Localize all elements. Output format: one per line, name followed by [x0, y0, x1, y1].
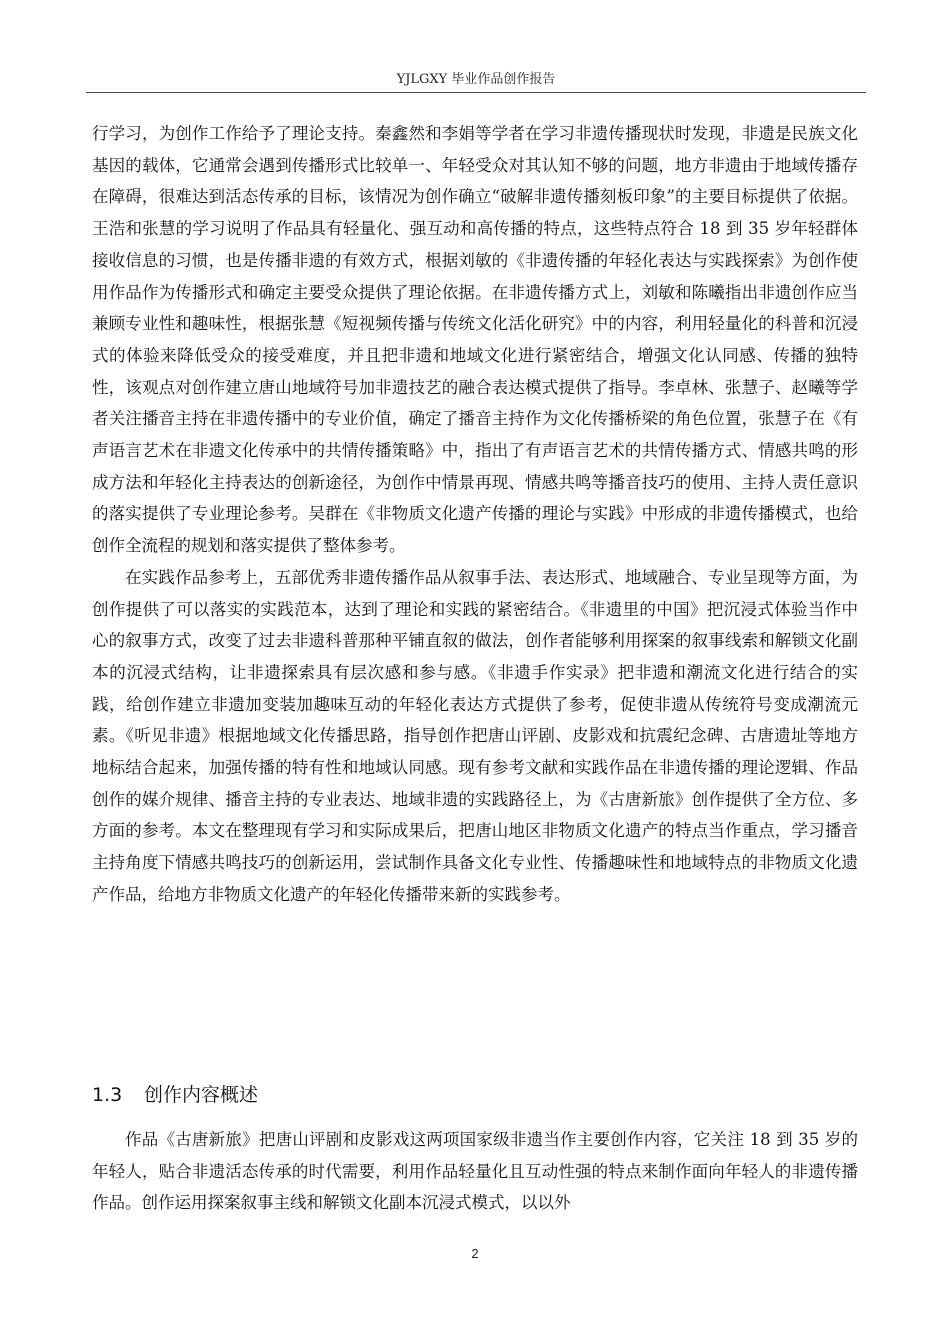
section-title: 创作内容概述 — [144, 1084, 259, 1106]
paragraph-continued: 行学习，为创作工作给予了理论支持。秦鑫然和李娟等学者在学习非遗传播现状时发现，非遗是民族文化基因的载体，它通常会遇到传播形式比较单一、年轻受众对其认知不够的问题，地方非遗由于地域传播存在障碍，很难达到活态传承的目标，该情况为创作确立“破解非遗传播刻板印象”的主要目标提供了依据。王浩和张慧的学习说明了作品具有轻量化、强互动和高传播的特点，这些特点符合 18 到 35 岁年轻群体接收信息的习惯，也是传播非遗的有效方式，根据刘敏的《非遗传播的年轻化表达与实践探索》为创作使用作品作为传播形式和确定主要受众提供了理论依据。在非遗传播方式上，刘敏和陈曦指出非遗创作应当兼顾专业性和趣味性，根据张慧《短视频传播与传统文化活化研究》中的内容，利用轻量化的科普和沉浸式的体验来降低受众的接受难度，并且把非遗和地域文化进行紧密结合，增强文化认同感、传播的独特性，该观点对创作建立唐山地域符号加非遗技艺的融合表达模式提供了指导。李卓林、张慧子、赵曦等学者关注播音主持在非遗传播中的专业价值，确定了播音主持作为文化传播桥梁的角色位置，张慧子在《有声语言艺术在非遗文化传承中的共情传播策略》中，指出了有声语言艺术的共情传播方式、情感共鸣的形成方法和年轻化主持表达的创新途径，为创作中情景再现、情感共鸣等播音技巧的使用、主持人责任意识的落实提供了专业理论参考。吴群在《非物质文化遗产传播的理论与实践》中形成的非遗传播模式，也给创作全流程的规划和落实提供了整体参考。 — [92, 124, 858, 556]
section-body — [92, 1124, 858, 1219]
page-header: YJLGXY 毕业作品创作报告 — [396, 72, 556, 87]
header-divider — [86, 92, 866, 93]
paragraph-content-overview: 作品《古唐新旅》把唐山评剧和皮影戏这两项国家级非遗当作主要创作内容，它关注 18 到 35 岁的年轻人，贴合非遗活态传承的时代需要，利用作品轻量化且互动性强的特点来制作面向年轻人的非遗传播作品。创作运用探案叙事主线和解锁文化副本沉浸式模式，以以外 — [92, 1130, 858, 1213]
body-text — [92, 118, 858, 911]
paragraph-practice-references: 在实践作品参考上，五部优秀非遗传播作品从叙事手法、表达形式、地域融合、专业呈现等方面，为创作提供了可以落实的实践范本，达到了理论和实践的紧密结合。《非遗里的中国》把沉浸式体验当作中心的叙事方式，改变了过去非遗科普那种平铺直叙的做法，创作者能够利用探案的叙事线索和解锁文化副本的沉浸式结构，让非遗探索具有层次感和参与感。《非遗手作实录》把非遗和潮流文化进行结合的实践，给创作建立非遗加变装加趣味互动的年轻化表达方式提供了参考，促使非遗从传统符号变成潮流元素。《听见非遗》根据地域文化传播思路，指导创作把唐山评剧、皮影戏和抗震纪念碑、古唐遗址等地方地标结合起来，加强传播的特有性和地域认同感。现有参考文献和实践作品在非遗传播的理论逻辑、作品创作的媒介规律、播音主持的专业表达、地域非遗的实践路径上，为《古唐新旅》创作提供了全方位、多方面的参考。本文在整理现有学习和实际成果后，把唐山地区非物质文化遗产的特点当作重点，学习播音主持角度下情感共鸣技巧的创新运用，尝试制作具备文化专业性、传播趣味性和地域特点的非物质文化遗产作品，给地方非物质文化遗产的年轻化传播带来新的实践参考。 — [92, 567, 858, 904]
page-number: 2 — [471, 1246, 479, 1261]
section-heading — [92, 1081, 858, 1109]
section-number: 1.3 — [92, 1084, 123, 1106]
